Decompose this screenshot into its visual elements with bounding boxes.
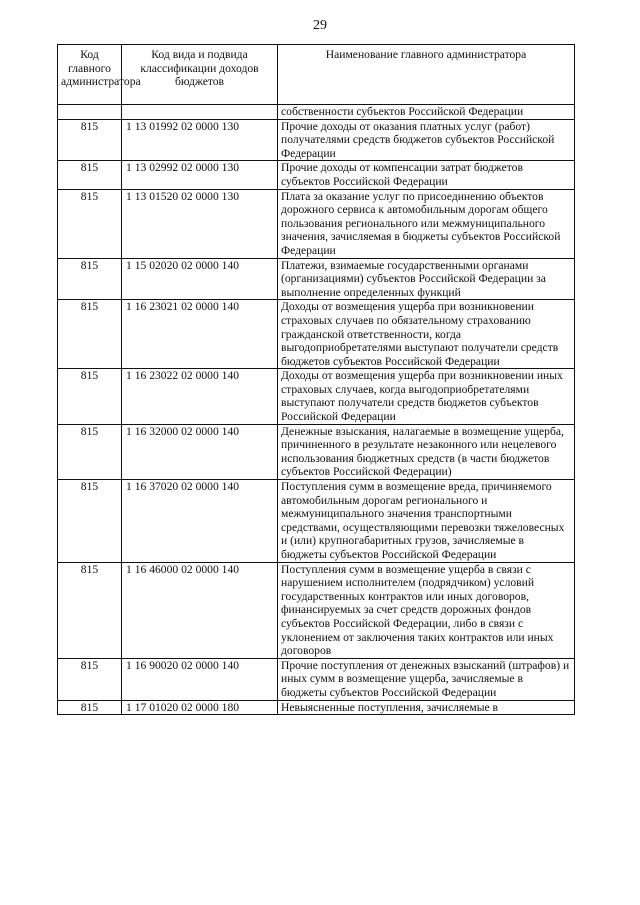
table-row bbox=[58, 161, 575, 189]
admin-code-cell: 815 bbox=[58, 119, 122, 161]
classification-code-cell: 1 15 02020 02 0000 140 bbox=[122, 258, 278, 300]
admin-name-cell: Платежи, взимаемые государственными органами (организациями) субъектов Российской Федерации за выполнение определенных функций bbox=[278, 258, 575, 300]
admin-name-cell: собственности субъектов Российской Федерации bbox=[278, 105, 575, 120]
classification-code-cell: 1 16 23022 02 0000 140 bbox=[122, 369, 278, 424]
admin-name-cell: Невыясненные поступления, зачисляемые в bbox=[278, 700, 575, 715]
table-row bbox=[58, 119, 575, 161]
classification-code-cell: 1 13 02992 02 0000 130 bbox=[122, 161, 278, 189]
admin-name-cell: Прочие поступления от денежных взысканий (штрафов) и иных сумм в возмещение ущерба, зачисляемые в бюджеты субъектов Российской Федерации bbox=[278, 658, 575, 700]
admin-code-cell: 815 bbox=[58, 562, 122, 658]
admin-code-cell bbox=[58, 105, 122, 120]
admin-code-cell: 815 bbox=[58, 258, 122, 300]
header-admin-name: Наименование главного администратора bbox=[278, 45, 575, 105]
table-row bbox=[58, 189, 575, 258]
table-row bbox=[58, 658, 575, 700]
admin-name-cell: Доходы от возмещения ущерба при возникновении иных страховых случаев, когда выгодоприобретателями выступают получатели средств бюджетов субъектов Российской Федерации bbox=[278, 369, 575, 424]
classification-code-cell: 1 13 01520 02 0000 130 bbox=[122, 189, 278, 258]
revenue-admin-table bbox=[57, 44, 575, 715]
header-classification-code: Код вида и подвида классификации доходов бюджетов bbox=[122, 45, 278, 105]
classification-code-cell: 1 16 90020 02 0000 140 bbox=[122, 658, 278, 700]
admin-name-cell: Поступления сумм в возмещение ущерба в связи с нарушением исполнителем (подрядчиком) условий государственных контрактов или иных договоров, финансируемых за счет средств дорожных фондов субъектов Российской Федерации, либо в связи с уклонением от заключения таких контрактов или иных договоров bbox=[278, 562, 575, 658]
admin-code-cell: 815 bbox=[58, 424, 122, 479]
classification-code-cell: 1 17 01020 02 0000 180 bbox=[122, 700, 278, 715]
table-row bbox=[58, 562, 575, 658]
table-row bbox=[58, 258, 575, 300]
table-row bbox=[58, 700, 575, 715]
admin-code-cell: 815 bbox=[58, 161, 122, 189]
admin-name-cell: Прочие доходы от компенсации затрат бюджетов субъектов Российской Федерации bbox=[278, 161, 575, 189]
admin-code-cell: 815 bbox=[58, 700, 122, 715]
classification-code-cell: 1 13 01992 02 0000 130 bbox=[122, 119, 278, 161]
table-body bbox=[58, 105, 575, 715]
admin-code-cell: 815 bbox=[58, 189, 122, 258]
table-row bbox=[58, 105, 575, 120]
admin-name-cell: Плата за оказание услуг по присоединению объектов дорожного сервиса к автомобильным дорогам общего пользования регионального или межмуниципального значения, зачисляемая в бюджеты субъектов Российской Федерации bbox=[278, 189, 575, 258]
admin-name-cell: Прочие доходы от оказания платных услуг (работ) получателями средств бюджетов субъектов Российской Федерации bbox=[278, 119, 575, 161]
admin-code-cell: 815 bbox=[58, 480, 122, 563]
classification-code-cell: 1 16 32000 02 0000 140 bbox=[122, 424, 278, 479]
table-row bbox=[58, 424, 575, 479]
page-number: 29 bbox=[313, 18, 327, 33]
admin-code-cell: 815 bbox=[58, 300, 122, 369]
admin-code-cell: 815 bbox=[58, 658, 122, 700]
admin-name-cell: Денежные взыскания, налагаемые в возмещение ущерба, причиненного в результате незаконного или нецелевого использования бюджетных средств (в части бюджетов субъектов Российской Федерации) bbox=[278, 424, 575, 479]
table-row bbox=[58, 480, 575, 563]
admin-name-cell: Доходы от возмещения ущерба при возникновении страховых случаев по обязательному страхованию гражданской ответственности, когда выгодоприобретателями выступают получатели средств бюджетов субъектов Российской Федерации bbox=[278, 300, 575, 369]
table-row bbox=[58, 369, 575, 424]
table-row bbox=[58, 300, 575, 369]
classification-code-cell: 1 16 23021 02 0000 140 bbox=[122, 300, 278, 369]
admin-name-cell: Поступления сумм в возмещение вреда, причиняемого автомобильным дорогам регионального и межмуниципального значения транспортными средствами, осуществляющими перевозки тяжеловесных и (или) крупногабаритных грузов, зачисляемые в бюджеты субъектов Российской Федерации bbox=[278, 480, 575, 563]
table-header-row bbox=[58, 45, 575, 105]
admin-code-cell: 815 bbox=[58, 369, 122, 424]
classification-code-cell: 1 16 37020 02 0000 140 bbox=[122, 480, 278, 563]
classification-code-cell: 1 16 46000 02 0000 140 bbox=[122, 562, 278, 658]
header-admin-code: Код главного администратора bbox=[58, 45, 122, 105]
classification-code-cell bbox=[122, 105, 278, 120]
